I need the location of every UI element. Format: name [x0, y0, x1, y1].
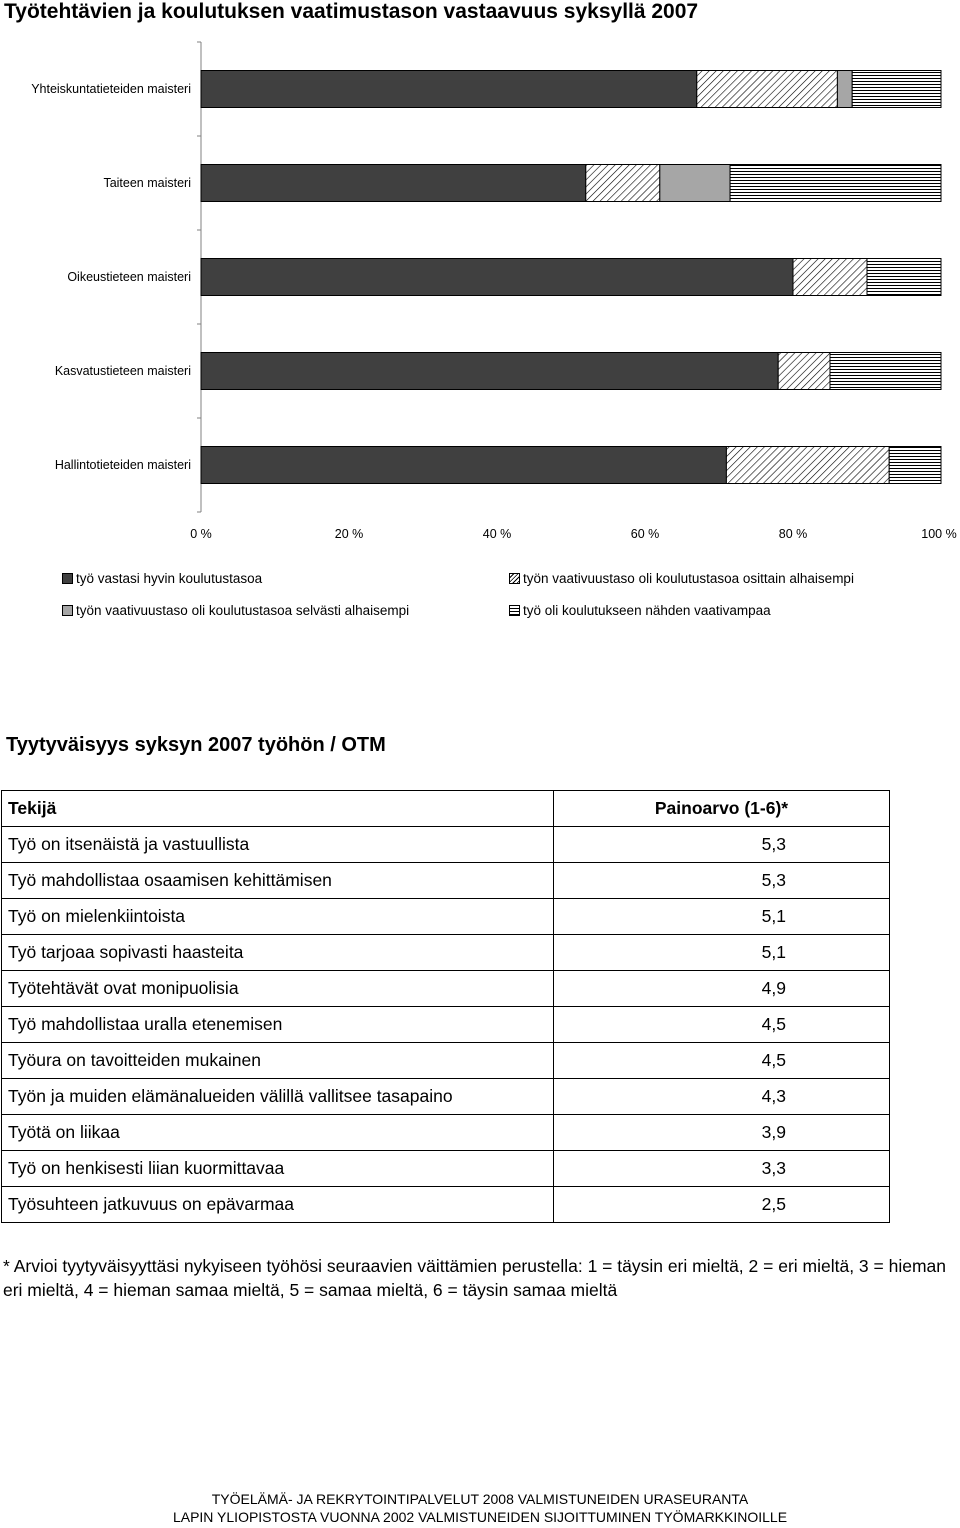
- weight-cell: 5,1: [554, 935, 890, 971]
- category-label: Taiteen maisteri: [103, 176, 191, 190]
- table-row: [2, 827, 890, 863]
- bar-segment-1: [201, 447, 726, 484]
- bar-segment-1: [201, 71, 697, 108]
- x-tick-label: 40 %: [482, 527, 512, 541]
- table-row: [2, 1043, 890, 1079]
- bar-segment-4: [852, 71, 941, 108]
- legend-swatch-gray: [62, 605, 73, 616]
- table-row: [2, 935, 890, 971]
- table-header-row: [2, 791, 890, 827]
- table-row: [2, 899, 890, 935]
- factor-cell: Työsuhteen jatkuvuus on epävarmaa: [2, 1187, 554, 1223]
- factor-cell: Työtehtävät ovat monipuolisia: [2, 971, 554, 1007]
- factor-cell: Työ on mielenkiintoista: [2, 899, 554, 935]
- weight-cell: 4,3: [554, 1079, 890, 1115]
- category-label: Oikeustieteen maisteri: [67, 270, 191, 284]
- footer-line-1: TYÖELÄMÄ- JA REKRYTOINTIPALVELUT 2008 VALMISTUNEIDEN URASEURANTA: [211, 1491, 749, 1507]
- weight-cell: 5,3: [554, 827, 890, 863]
- scale-footnote: * Arvioi tyytyväisyyttäsi nykyiseen työhösi seuraavien väittämien perustella: 1 = täysin eri mieltä, 2 = eri mieltä, 3 = hieman eri mieltä, 4 = hieman samaa mieltä, 5 = samaa mieltä, 6 = täysin samaa mieltä: [3, 1256, 947, 1300]
- bar-segment-4: [830, 353, 941, 390]
- category-label: Yhteiskuntatieteiden maisteri: [31, 82, 191, 96]
- factor-cell: Työ tarjoaa sopivasti haasteita: [2, 935, 554, 971]
- legend-swatch-horizontal: [509, 605, 520, 616]
- table-row: [2, 1151, 890, 1187]
- category-label: Hallintotieteiden maisteri: [54, 458, 191, 472]
- bar-segment-2: [726, 447, 889, 484]
- legend-label: työ vastasi hyvin koulutustasoa: [76, 571, 263, 586]
- bar-segment-1: [201, 259, 793, 296]
- x-tick-label: 20 %: [334, 527, 364, 541]
- bar-segment-1: [201, 353, 778, 390]
- legend-item-more-demanding: [509, 603, 771, 618]
- weight-cell: 5,1: [554, 899, 890, 935]
- table-row: [2, 863, 890, 899]
- footer-line-2: LAPIN YLIOPISTOSTA VUONNA 2002 VALMISTUNEIDEN SIJOITTUMINEN TYÖMARKKINOILLE: [172, 1509, 788, 1525]
- satisfaction-heading: Tyytyväisyys syksyn 2007 työhön / OTM: [6, 734, 386, 756]
- factor-cell: Työn ja muiden elämänalueiden välillä vallitsee tasapaino: [2, 1079, 554, 1115]
- table-row: [2, 1079, 890, 1115]
- bar-segment-3: [837, 71, 852, 108]
- legend-item-good-match: [62, 571, 262, 586]
- x-tick-label: 60 %: [630, 527, 660, 541]
- factor-cell: Työ on itsenäistä ja vastuullista: [2, 827, 554, 863]
- factor-cell: Työ on henkisesti liian kuormittavaa: [2, 1151, 554, 1187]
- stacked-bar-chart: [0, 30, 960, 550]
- x-tick-label: 0 %: [190, 527, 212, 541]
- legend-label: työ oli koulutukseen nähden vaativampaa: [523, 603, 771, 618]
- legend-swatch-diagonal: [509, 573, 520, 584]
- category-label: Kasvatustieteen maisteri: [54, 364, 191, 378]
- table-row: [2, 971, 890, 1007]
- legend-label: työn vaativuustaso oli koulutustasoa selvästi alhaisempi: [76, 603, 410, 618]
- bar-segment-2: [793, 259, 867, 296]
- legend-item-partly-lower: [509, 571, 854, 586]
- column-header-factor: Tekijä: [2, 791, 554, 827]
- x-tick-label: 100 %: [921, 527, 957, 541]
- bar-segment-4: [867, 259, 941, 296]
- chart-title: Työtehtävien ja koulutuksen vaatimustason vastaavuus syksyllä 2007: [4, 0, 699, 23]
- table-row: [2, 1115, 890, 1151]
- table-row: [2, 1187, 890, 1223]
- x-tick-label: 80 %: [778, 527, 808, 541]
- weight-cell: 3,9: [554, 1115, 890, 1151]
- bar-segment-4: [730, 165, 941, 202]
- factor-cell: Työura on tavoitteiden mukainen: [2, 1043, 554, 1079]
- weight-cell: 2,5: [554, 1187, 890, 1223]
- weight-cell: 4,5: [554, 1007, 890, 1043]
- weight-cell: 4,9: [554, 971, 890, 1007]
- legend-item-clearly-lower: [62, 603, 409, 618]
- bar-segment-2: [697, 71, 838, 108]
- satisfaction-table: [1, 790, 890, 1223]
- factor-cell: Työtä on liikaa: [2, 1115, 554, 1151]
- bar-segment-4: [889, 447, 941, 484]
- legend-label: työn vaativuustaso oli koulutustasoa osittain alhaisempi: [523, 571, 854, 586]
- bar-segment-2: [586, 165, 660, 202]
- factor-cell: Työ mahdollistaa uralla etenemisen: [2, 1007, 554, 1043]
- factor-cell: Työ mahdollistaa osaamisen kehittämisen: [2, 863, 554, 899]
- weight-cell: 4,5: [554, 1043, 890, 1079]
- column-header-weight: Painoarvo (1-6)*: [554, 791, 890, 827]
- table-row: [2, 1007, 890, 1043]
- bar-segment-3: [660, 165, 730, 202]
- weight-cell: 5,3: [554, 863, 890, 899]
- bar-segment-2: [778, 353, 830, 390]
- bar-segment-1: [201, 165, 586, 202]
- weight-cell: 3,3: [554, 1151, 890, 1187]
- legend-swatch-dark: [62, 573, 73, 584]
